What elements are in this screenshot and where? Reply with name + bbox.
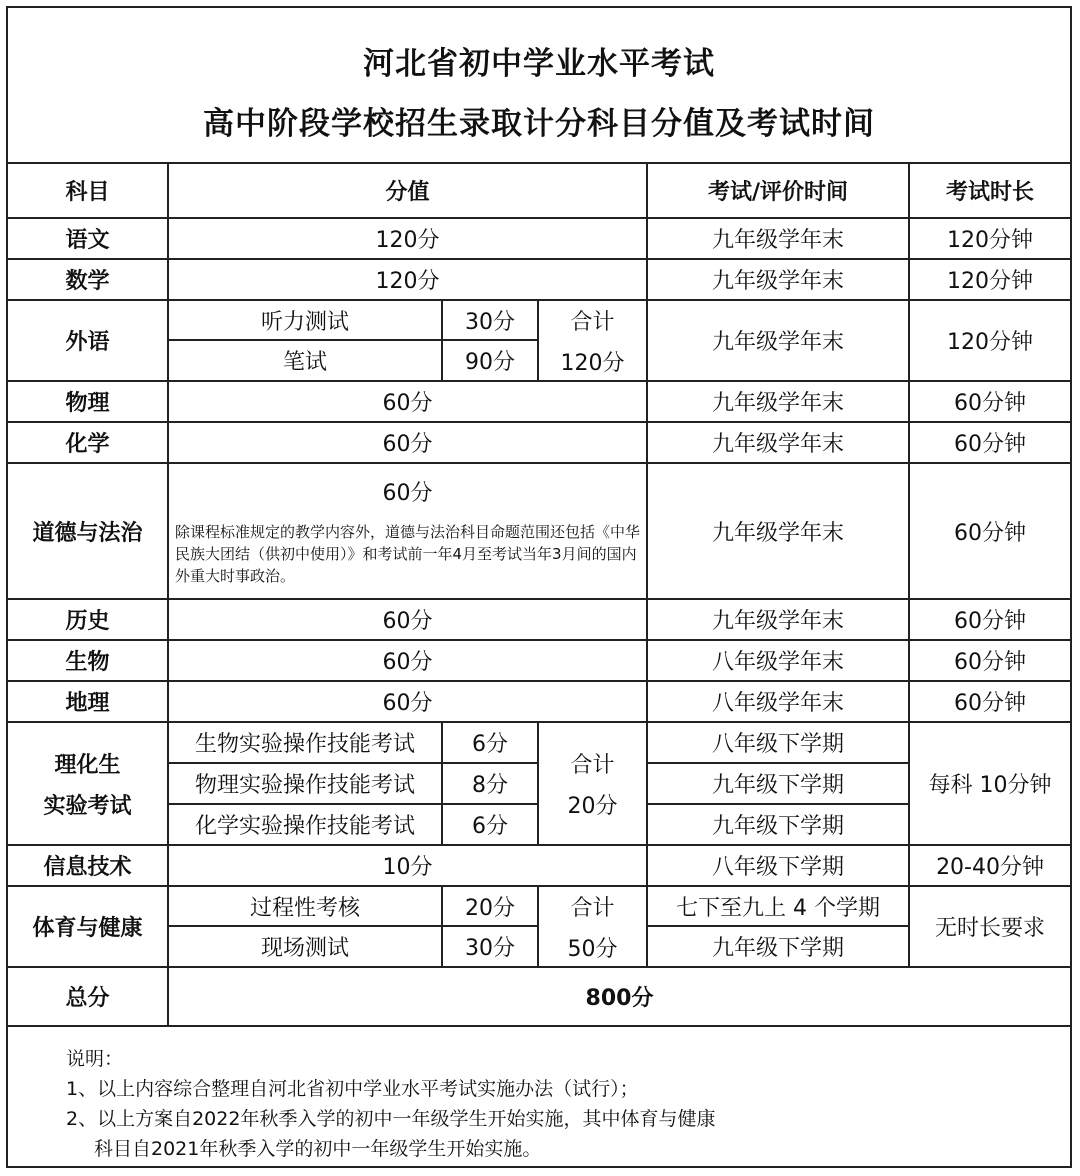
time-cell: 八年级下学期 <box>647 722 909 763</box>
header-row <box>8 164 1070 218</box>
score-cell: 60分 <box>168 381 647 422</box>
duration-cell: 60分钟 <box>909 599 1070 640</box>
subject-cell: 物理 <box>8 381 168 422</box>
subject-cell: 外语 <box>8 300 168 381</box>
total-row <box>8 967 1070 1026</box>
table-row <box>8 463 1070 599</box>
table-row <box>8 259 1070 300</box>
time-cell: 九年级学年末 <box>647 218 909 259</box>
part-score-cell: 8分 <box>442 763 538 804</box>
table-row <box>8 640 1070 681</box>
table-row <box>8 845 1070 886</box>
total-cell <box>538 886 647 967</box>
subject-line1: 理化生 <box>54 752 121 778</box>
total-label: 合计 <box>570 752 615 778</box>
title-line2: 高中阶段学校招生录取计分科目分值及考试时间 <box>203 106 875 142</box>
time-cell: 八年级下学期 <box>647 845 909 886</box>
subject-cell: 信息技术 <box>8 845 168 886</box>
subject-cell <box>8 722 168 845</box>
time-cell: 九年级下学期 <box>647 926 909 967</box>
duration-cell: 120分钟 <box>909 300 1070 381</box>
total-cell <box>538 722 647 845</box>
total-value: 120分 <box>560 350 625 376</box>
time-cell: 九年级学年末 <box>647 422 909 463</box>
time-cell: 九年级学年末 <box>647 300 909 381</box>
part-score-cell: 6分 <box>442 804 538 845</box>
time-cell: 九年级下学期 <box>647 763 909 804</box>
time-cell: 八年级学年末 <box>647 640 909 681</box>
subject-cell: 语文 <box>8 218 168 259</box>
total-value: 20分 <box>567 793 618 819</box>
table-row <box>8 422 1070 463</box>
duration-cell: 120分钟 <box>909 259 1070 300</box>
score-value: 60分 <box>382 480 433 506</box>
part-cell: 听力测试 <box>168 300 442 340</box>
time-cell: 九年级学年末 <box>647 259 909 300</box>
part-score-cell: 6分 <box>442 722 538 763</box>
score-cell: 60分 <box>168 599 647 640</box>
time-cell: 九年级学年末 <box>647 599 909 640</box>
part-cell: 化学实验操作技能考试 <box>168 804 442 845</box>
total-cell <box>538 300 647 381</box>
total-label: 合计 <box>570 895 615 921</box>
subject-cell: 数学 <box>8 259 168 300</box>
header-time: 考试/评价时间 <box>647 164 909 218</box>
table-row <box>8 681 1070 722</box>
notes-item-1: 1、以上内容综合整理自河北省初中学业水平考试实施办法（试行）； <box>66 1078 639 1100</box>
notes-heading: 说明： <box>66 1048 124 1070</box>
subject-cell: 体育与健康 <box>8 886 168 967</box>
part-cell: 笔试 <box>168 340 442 381</box>
time-cell: 七下至九上 4 个学期 <box>647 886 909 926</box>
duration-cell: 20-40分钟 <box>909 845 1070 886</box>
subject-cell: 生物 <box>8 640 168 681</box>
score-table <box>8 164 1070 1027</box>
notes-block <box>8 1026 1070 1164</box>
score-cell: 120分 <box>168 218 647 259</box>
subject-cell: 化学 <box>8 422 168 463</box>
duration-cell: 60分钟 <box>909 381 1070 422</box>
score-cell: 120分 <box>168 259 647 300</box>
time-cell: 九年级学年末 <box>647 381 909 422</box>
table-row <box>8 599 1070 640</box>
document-frame <box>6 6 1072 1168</box>
score-cell: 60分 <box>168 640 647 681</box>
subject-cell: 地理 <box>8 681 168 722</box>
table-row <box>8 381 1070 422</box>
duration-cell: 每科 10分钟 <box>909 722 1070 845</box>
time-cell: 八年级学年末 <box>647 681 909 722</box>
subject-cell: 历史 <box>8 599 168 640</box>
duration-cell: 60分钟 <box>909 463 1070 599</box>
title-block <box>8 8 1070 164</box>
part-cell: 生物实验操作技能考试 <box>168 722 442 763</box>
time-cell: 九年级学年末 <box>647 463 909 599</box>
table-row <box>8 300 1070 340</box>
score-cell <box>168 463 647 599</box>
duration-cell: 120分钟 <box>909 218 1070 259</box>
part-score-cell: 30分 <box>442 926 538 967</box>
time-cell: 九年级下学期 <box>647 804 909 845</box>
part-cell: 物理实验操作技能考试 <box>168 763 442 804</box>
table-row <box>8 886 1070 926</box>
part-score-cell: 30分 <box>442 300 538 340</box>
header-score: 分值 <box>168 164 647 218</box>
header-duration: 考试时长 <box>909 164 1070 218</box>
score-cell: 10分 <box>168 845 647 886</box>
score-cell: 800分 <box>168 967 1070 1026</box>
table-row <box>8 722 1070 763</box>
title-line1: 河北省初中学业水平考试 <box>363 46 715 82</box>
table-row <box>8 218 1070 259</box>
total-label: 合计 <box>570 309 615 335</box>
total-value: 50分 <box>567 936 618 962</box>
part-score-cell: 20分 <box>442 886 538 926</box>
header-subject: 科目 <box>8 164 168 218</box>
subject-cell: 总分 <box>8 967 168 1026</box>
score-cell: 60分 <box>168 681 647 722</box>
notes-item-2-line1: 2、以上方案自2022年秋季入学的初中一年级学生开始实施，其中体育与健康 <box>66 1108 716 1130</box>
notes-item-2-line2: 科目自2021年秋季入学的初中一年级学生开始实施。 <box>94 1138 542 1160</box>
part-cell: 过程性考核 <box>168 886 442 926</box>
duration-cell: 60分钟 <box>909 640 1070 681</box>
score-cell: 60分 <box>168 422 647 463</box>
duration-cell: 无时长要求 <box>909 886 1070 967</box>
duration-cell: 60分钟 <box>909 681 1070 722</box>
subject-line2: 实验考试 <box>43 793 132 819</box>
duration-cell: 60分钟 <box>909 422 1070 463</box>
subject-cell: 道德与法治 <box>8 463 168 599</box>
part-score-cell: 90分 <box>442 340 538 381</box>
part-cell: 现场测试 <box>168 926 442 967</box>
score-note: 除课程标准规定的教学内容外，道德与法治科目命题范围还包括《中华民族大团结（供初中使用）》和考试前一年4月至考试当年3月间的国内外重大时事政治。 <box>175 522 641 585</box>
